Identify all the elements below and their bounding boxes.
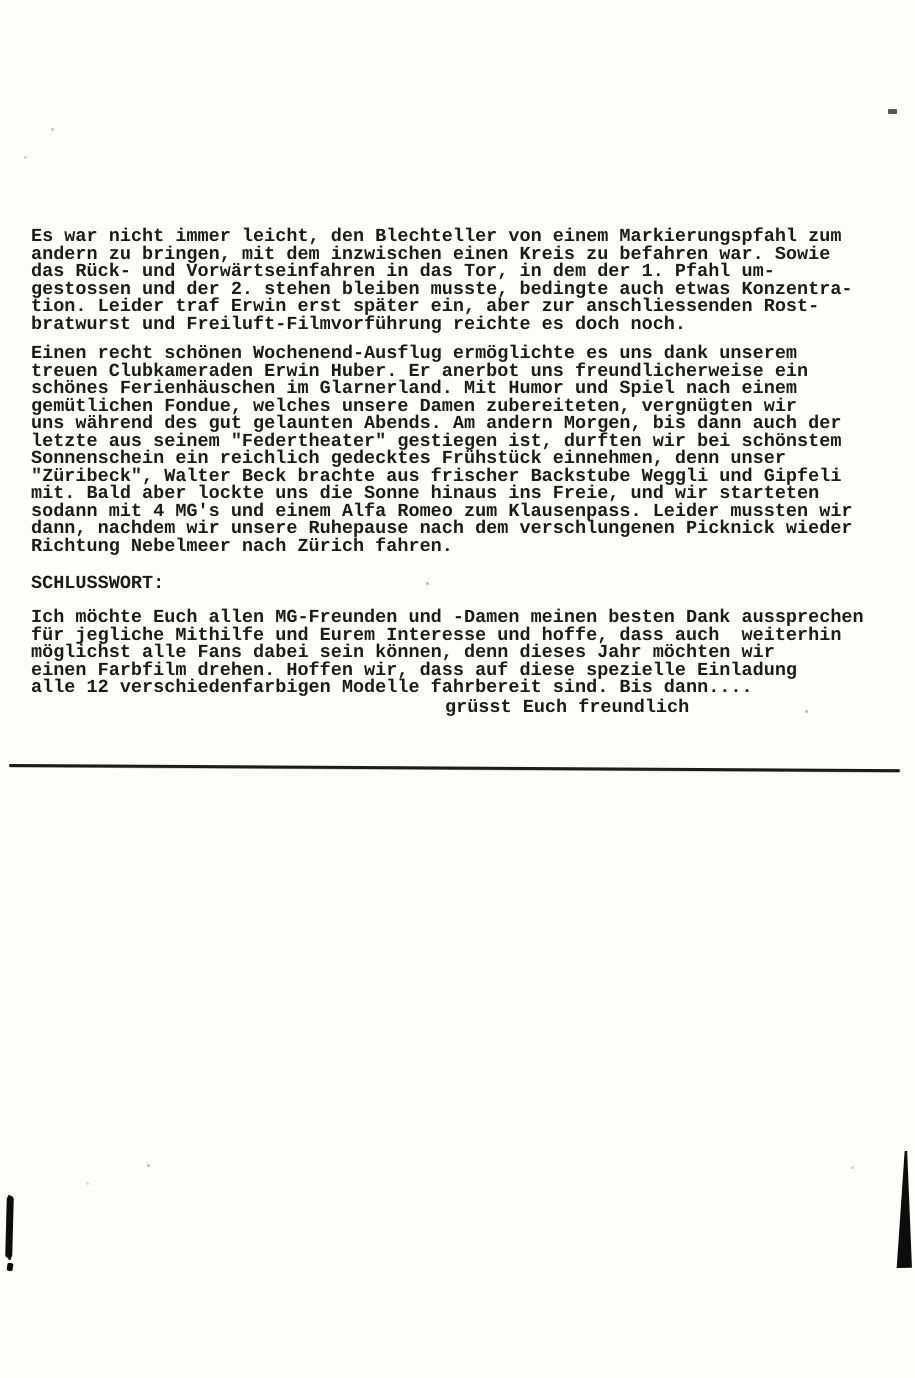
scan-speck: [426, 582, 429, 585]
text-line: das Rück- und Vorwärtseinfahren in das Tor, in dem der 1. Pfahl um-: [31, 261, 775, 282]
scan-artifact-left-streak: [5, 1196, 14, 1258]
scan-artifact-top-right-mark: [888, 109, 897, 114]
signoff-line: grüsst Euch freundlich: [445, 697, 690, 718]
text-line: schönes Ferienhäuschen im Glarnerland. Mit Humor und Spiel nach einem: [31, 378, 798, 399]
paragraph-schlusswort-body: [31, 609, 864, 697]
text-line: Es war nicht immer leicht, den Blechteller von einem Markierungspfahl zum: [31, 226, 842, 247]
text-line: Richtung Nebelmeer nach Zürich fahren.: [31, 535, 453, 557]
text-line: gemütlichen Fondue, welches unsere Damen zubereiteten, vergnügten wir: [31, 395, 798, 417]
text-line: für jegliche Mithilfe und Eurem Interesse und hoffe, dass auch weiterhin: [31, 624, 842, 646]
scan-speck: [24, 156, 27, 159]
text-line: treuen Clubkameraden Erwin Huber. Er anerbot uns freundlicherweise ein: [31, 360, 809, 382]
paragraph-wochenend-ausflug: [31, 345, 853, 555]
scan-speck: [86, 1182, 89, 1185]
text-line: "Züribeck", Walter Beck brachte aus frischer Backstube Weggli und Gipfeli: [31, 465, 842, 487]
scan-artifact-right-wedge: [893, 1151, 912, 1268]
scan-speck: [51, 128, 54, 131]
scan-speck: [851, 1166, 854, 1169]
text-line: tion. Leider traf Erwin erst später ein, aber zur anschliessenden Rost-: [31, 296, 820, 317]
text-line: gestossen und der 2. stehen bleiben musste, bedingte auch etwas Konzentra-: [31, 278, 853, 300]
text-line: uns während des gut gelaunten Abends. Am andern Morgen, bis dann auch der: [31, 413, 842, 434]
text-line: bratwurst und Freiluft-Filmvorführung reichte es doch noch.: [31, 313, 687, 335]
text-line: sodann mit 4 MG's und einem Alfa Romeo zum Klausenpass. Leider mussten wir: [31, 500, 853, 522]
horizontal-rule: [9, 764, 900, 772]
text-line: mit. Bald aber lockte uns die Sonne hinaus ins Freie, und wir starteten: [31, 483, 820, 504]
text-line: andern zu bringen, mit dem inzwischen einen Kreis zu befahren war. Sowie: [31, 243, 831, 265]
scan-speck: [147, 1164, 150, 1167]
schlusswort-heading: SCHLUSSWORT:: [31, 573, 165, 594]
text-line: einen Farbfilm drehen. Hoffen wir, dass auf diese spezielle Einladung: [31, 659, 798, 681]
text-line: alle 12 verschiedenfarbigen Modelle fahrbereit sind. Bis dann....: [31, 677, 753, 698]
text-line: dann, nachdem wir unsere Ruhepause nach dem verschlungenen Picknick wieder: [31, 518, 853, 539]
text-line: Ich möchte Euch allen MG-Freunden und -Damen meinen besten Dank aussprechen: [31, 607, 864, 628]
text-line: Einen recht schönen Wochenend-Ausflug ermöglichte es uns dank unserem: [31, 343, 798, 364]
text-line: möglichst alle Fans dabei sein können, denn dieses Jahr möchten wir: [31, 642, 775, 663]
text-line: letzte aus seinem "Federtheater" gestiegen ist, durften wir bei schönstem: [31, 430, 842, 452]
scan-artifact-left-dash: [6, 1263, 13, 1272]
scan-speck: [805, 710, 808, 713]
text-line: Sonnenschein ein reichlich gedecktes Frühstück einnehmen, denn unser: [31, 448, 786, 469]
paragraph-blechteller: [31, 228, 853, 333]
